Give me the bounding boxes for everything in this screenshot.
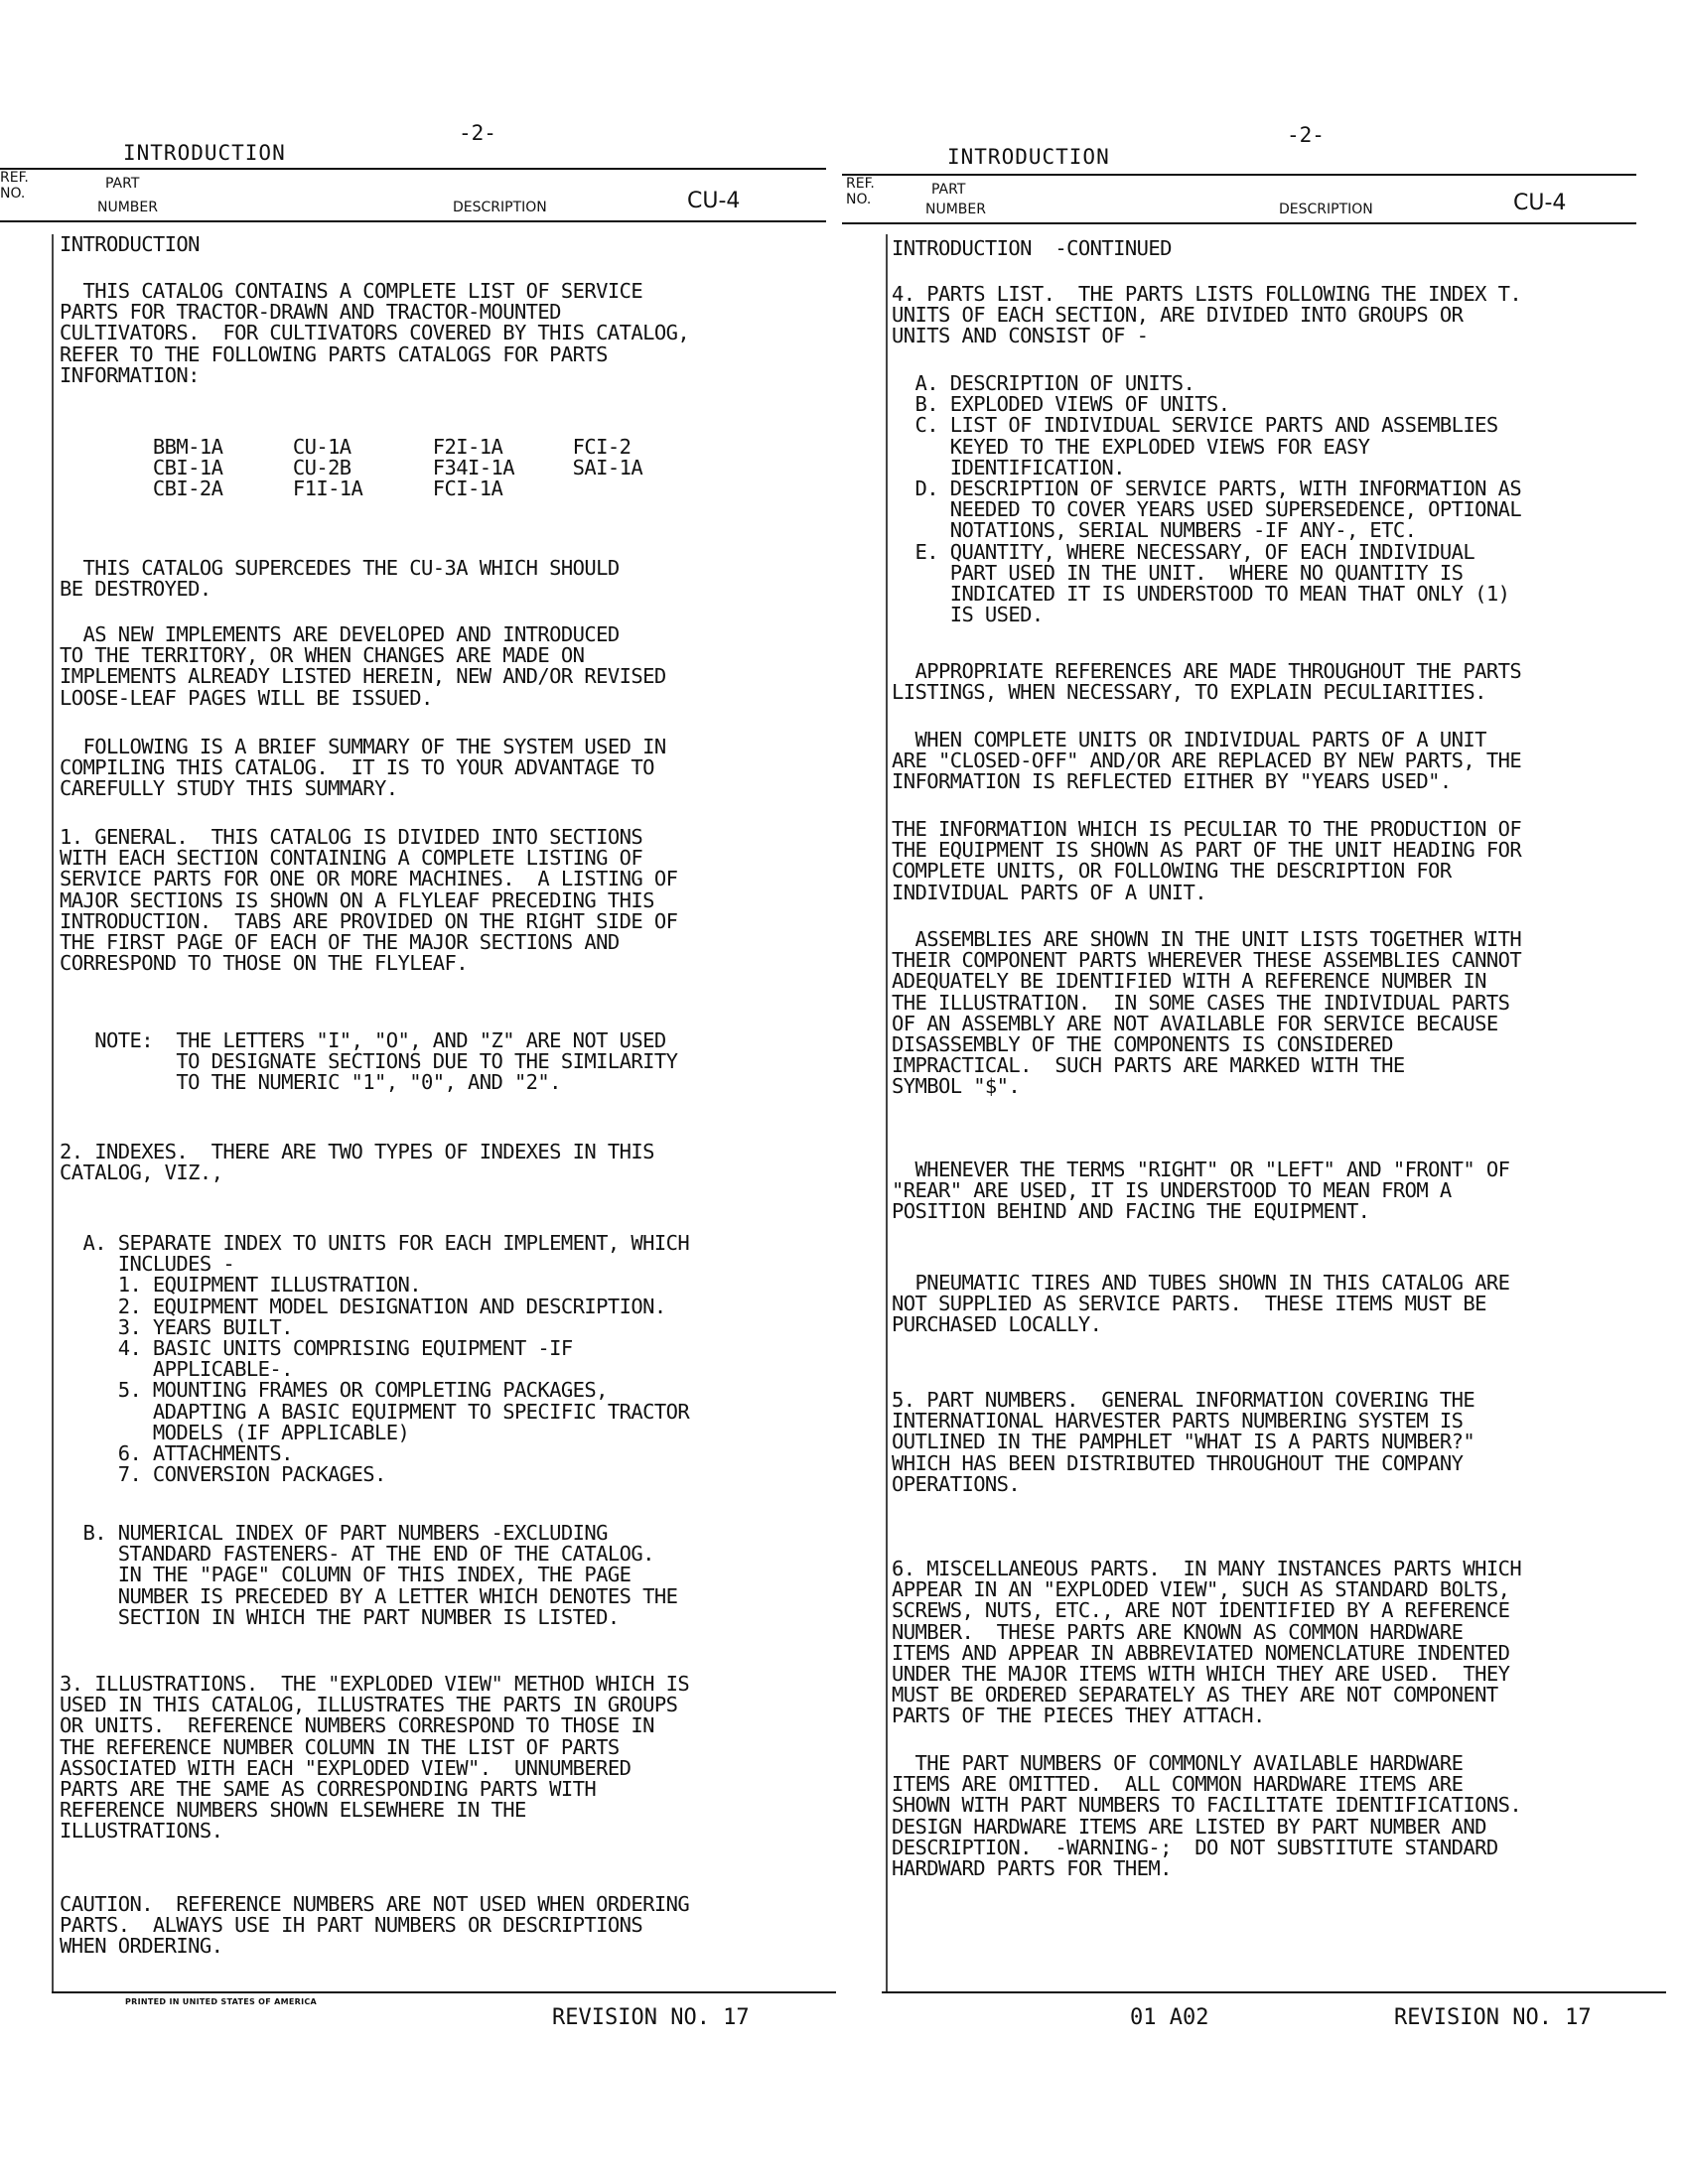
catalog-list: BBM-1A CU-1A F2I-1A FCI-2 CBI-1A CU-2B F34I-1A SAI-1A CBI-2A F1I-1A FCI-1A [152,435,643,501]
paragraph-directions: WHENEVER THE TERMS "RIGHT" OR "LEFT" AND "FRONT" OF "REAR" ARE USED, IT IS UNDERSTOOD TO MEAN FROM A POSITION BEHIND AND FACING THE EQUIPMENT. [892,1158,1510,1224]
index-list-a: A. SEPARATE INDEX TO UNITS FOR EACH IMPLEMENT, WHICH INCLUDES - 1. EQUIPMENT ILLUSTRATION. 2. EQUIPMENT MODEL DESIGNATION AND DESCRIPTION. 3. YEARS BUILT. 4. BASIC UNITS COMPRISING EQUIPMENT -IF APPLICABLE-. 5. MOUNTING FRAMES OR COMPLETING PACKAGES, ADAPTING A BASIC EQUIPMENT TO SPECIFIC TRACTOR MODELS (IF APPLICABLE) 6. ATTACHMENTS. 7. CONVERSION PACKAGES. [82,1231,690,1487]
col-ref-label: REF. [0,170,29,186]
page-number: -2- [1287,123,1325,147]
revision-label: REVISION NO. 17 [1394,2005,1592,2030]
paragraph-illustrations: 3. ILLUSTRATIONS. THE "EXPLODED VIEW" METHOD WHICH IS USED IN THIS CATALOG, ILLUSTRATES THE PARTS IN GROUPS OR UNITS. REFERENCE NUMBERS CORRESPOND TO THOSE IN THE REFERENCE NUMBER COLUMN IN THE LIST OF PARTS ASSOCIATED WITH EACH "EXPLODED VIEW". UNNUMBERED PARTS ARE THE SAME AS CORRESPONDING PARTS WITH REFERENCE NUMBERS SHOWN ELSEWHERE IN THE ILLUSTRATIONS. [60,1672,690,1843]
footer-rule [52,1991,836,1993]
paragraph: WHEN COMPLETE UNITS OR INDIVIDUAL PARTS OF A UNIT ARE "CLOSED-OFF" AND/OR ARE REPLACED BY NEW PARTS, THE INFORMATION IS REFLECTED EITHER BY "YEARS USED". [892,728,1522,794]
right-page [842,0,1684,2184]
catalog-number: CU-4 [1513,191,1567,215]
paragraph: THE INFORMATION WHICH IS PECULIAR TO THE PRODUCTION OF THE EQUIPMENT IS SHOWN AS PART OF THE UNIT HEADING FOR COMPLETE UNITS, OR FOLLOWING THE DESCRIPTION FOR INDIVIDUAL PARTS OF A UNIT. [892,817,1522,904]
col-no-label: NO. [0,186,26,202]
section-heading: INTRODUCTION -CONTINUED [892,236,1172,260]
page-header-title: INTRODUCTION [947,145,1110,169]
column-header-rule [842,222,1636,224]
paragraph-general: 1. GENERAL. THIS CATALOG IS DIVIDED INTO SECTIONS WITH EACH SECTION CONTAINING A COMPLETE LISTING OF SERVICE PARTS FOR ONE OR MORE MACHINES. A LISTING OF MAJOR SECTIONS IS SHOWN ON A FLYLEAF PRECEDING THIS INTRODUCTION. TABS ARE PROVIDED ON THE RIGHT SIDE OF THE FIRST PAGE OF EACH OF THE MAJOR SECTIONS AND CORRESPOND TO THOSE ON THE FLYLEAF. [60,825,678,976]
col-description-label: DESCRIPTION [453,200,547,215]
catalog-number: CU-4 [687,189,741,213]
col-ref-label: REF. [846,176,875,192]
section-heading: INTRODUCTION [60,232,200,256]
paragraph-hardware: THE PART NUMBERS OF COMMONLY AVAILABLE HARDWARE ITEMS ARE OMITTED. ALL COMMON HARDWARE ITEMS ARE SHOWN WITH PART NUMBERS TO FACILITATE IDENTIFICATIONS. DESIGN HARDWARE ITEMS ARE LISTED BY PART NUMBER AND DESCRIPTION. -WARNING-; DO NOT SUBSTITUTE STANDARD HARDWARD PARTS FOR THEM. [892,1751,1522,1881]
paragraph-indexes: 2. INDEXES. THERE ARE TWO TYPES OF INDEXES IN THIS CATALOG, VIZ., [60,1140,654,1185]
body-text [892,236,1522,1881]
margin-line [886,234,888,1991]
col-part-label: PART [931,182,966,198]
header-rule [0,168,826,170]
body-text [60,232,690,1959]
paragraph-parts-list: 4. PARTS LIST. THE PARTS LISTS FOLLOWING THE INDEX T. UNITS OF EACH SECTION, ARE DIVIDED INTO GROUPS OR UNITS AND CONSIST OF - [892,282,1522,348]
col-part-label: PART [105,176,140,192]
col-description-label: DESCRIPTION [1279,202,1373,217]
paragraph: THIS CATALOG SUPERCEDES THE CU-3A WHICH SHOULD BE DESTROYED. [60,556,620,602]
paragraph: THIS CATALOG CONTAINS A COMPLETE LIST OF SERVICE PARTS FOR TRACTOR-DRAWN AND TRACTOR-MOUNTED CULTIVATORS. FOR CULTIVATORS COVERED BY THIS CATALOG, REFER TO THE FOLLOWING PARTS CATALOGS FOR PARTS INFORMATION: [60,279,690,387]
note: NOTE: THE LETTERS "I", "O", AND "Z" ARE NOT USED TO DESIGNATE SECTIONS DUE TO THE SIMILARITY TO THE NUMERIC "1", "0", AND "2". [94,1028,678,1095]
margin-line [52,234,54,1991]
column-header-rule [0,220,826,222]
revision-label: REVISION NO. 17 [552,2005,750,2030]
header-rule [842,174,1636,176]
col-number-label: NUMBER [925,202,986,217]
paragraph-assemblies: ASSEMBLIES ARE SHOWN IN THE UNIT LISTS TOGETHER WITH THEIR COMPONENT PARTS WHEREVER THESE ASSEMBLIES CANNOT ADEQUATELY BE IDENTIFIED WITH A REFERENCE NUMBER IN THE ILLUSTRATION. IN SOME CASES THE INDIVIDUAL PARTS OF AN ASSEMBLY ARE NOT AVAILABLE FOR SERVICE BECAUSE DISASSEMBLY OF THE COMPONENTS IS CONSIDERED IMPRACTICAL. SUCH PARTS ARE MARKED WITH THE SYMBOL "$". [892,927,1522,1099]
caution: CAUTION. REFERENCE NUMBERS ARE NOT USED WHEN ORDERING PARTS. ALWAYS USE IH PART NUMBERS OR DESCRIPTIONS WHEN ORDERING. [60,1892,690,1959]
page-number: -2- [459,121,496,145]
paragraph-tires: PNEUMATIC TIRES AND TUBES SHOWN IN THIS CATALOG ARE NOT SUPPLIED AS SERVICE PARTS. THESE ITEMS MUST BE PURCHASED LOCALLY. [892,1271,1510,1337]
col-no-label: NO. [846,192,872,207]
parts-list-items: A. DESCRIPTION OF UNITS. B. EXPLODED VIEWS OF UNITS. C. LIST OF INDIVIDUAL SERVICE PARTS AND ASSEMBLIES KEYED TO THE EXPLODED VIEWS FOR EASY IDENTIFICATION. D. DESCRIPTION OF SERVICE PARTS, WITH INFORMATION AS NEEDED TO COVER YEARS USED SUPERSEDENCE, OPTIONAL NOTATIONS, SERIAL NUMBERS -IF ANY-, ETC. E. QUANTITY, WHERE NECESSARY, OF EACH INDIVIDUAL PART USED IN THE UNIT. WHERE NO QUANTITY IS INDICATED IT IS UNDERSTOOD TO MEAN THAT ONLY (1) IS USED. [914,371,1522,627]
paragraph-misc-parts: 6. MISCELLANEOUS PARTS. IN MANY INSTANCES PARTS WHICH APPEAR IN AN "EXPLODED VIEW", SUCH AS STANDARD BOLTS, SCREWS, NUTS, ETC., ARE NOT IDENTIFIED BY A REFERENCE NUMBER. THESE PARTS ARE KNOWN AS COMMON HARDWARE ITEMS AND APPEAR IN ABBREVIATED NOMENCLATURE INDENTED UNDER THE MAJOR ITEMS WITH WHICH THEY ARE USED. THEY MUST BE ORDERED SEPARATELY AS THEY ARE NOT COMPONENT PARTS OF THE PIECES THEY ATTACH. [892,1557,1522,1728]
paragraph: FOLLOWING IS A BRIEF SUMMARY OF THE SYSTEM USED IN COMPILING THIS CATALOG. IT IS TO YOUR ADVANTAGE TO CAREFULLY STUDY THIS SUMMARY. [60,735,666,801]
paragraph: AS NEW IMPLEMENTS ARE DEVELOPED AND INTRODUCED TO THE TERRITORY, OR WHEN CHANGES ARE MADE ON IMPLEMENTS ALREADY LISTED HEREIN, NEW AND/OR REVISED LOOSE-LEAF PAGES WILL BE ISSUED. [60,622,666,710]
page-header-title: INTRODUCTION [123,141,286,165]
index-list-b: B. NUMERICAL INDEX OF PART NUMBERS -EXCLUDING STANDARD FASTENERS- AT THE END OF THE CATALOG. IN THE "PAGE" COLUMN OF THIS INDEX, THE PAGE NUMBER IS PRECEDED BY A LETTER WHICH DENOTES THE SECTION IN WHICH THE PART NUMBER IS LISTED. [82,1521,678,1629]
footer-code: 01 A02 [1130,2005,1209,2030]
paragraph-part-numbers: 5. PART NUMBERS. GENERAL INFORMATION COVERING THE INTERNATIONAL HARVESTER PARTS NUMBERING SYSTEM IS OUTLINED IN THE PAMPHLET "WHAT IS A PARTS NUMBER?" WHICH HAS BEEN DISTRIBUTED THROUGHOUT THE COMPANY OPERATIONS. [892,1388,1475,1496]
footer-rule [882,1991,1666,1993]
printed-note: PRINTED IN UNITED STATES OF AMERICA [125,1997,318,2006]
col-number-label: NUMBER [97,200,158,215]
paragraph: APPROPRIATE REFERENCES ARE MADE THROUGHOUT THE PARTS LISTINGS, WHEN NECESSARY, TO EXPLAIN PECULIARITIES. [892,659,1522,705]
